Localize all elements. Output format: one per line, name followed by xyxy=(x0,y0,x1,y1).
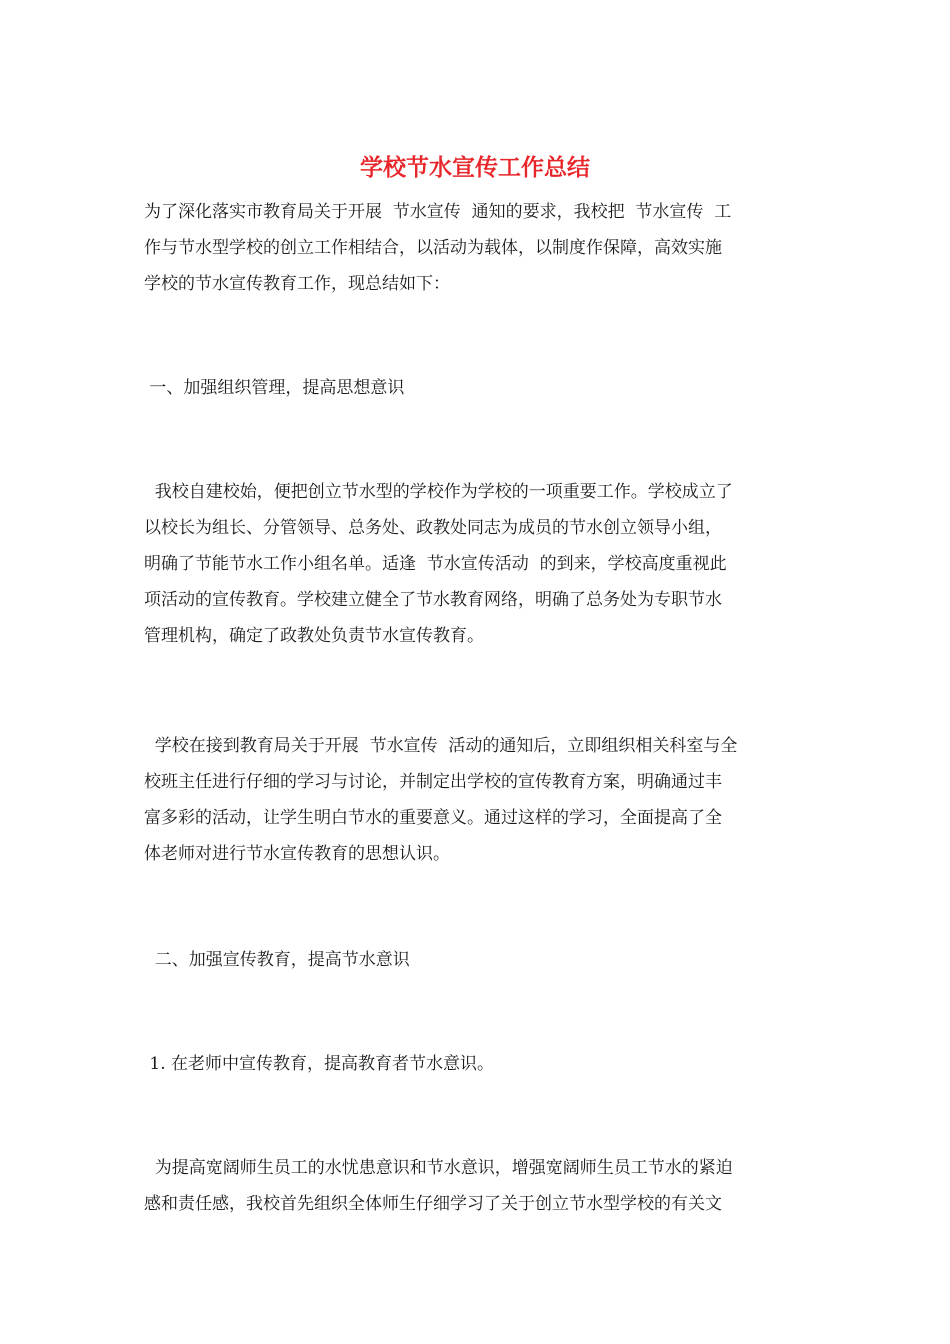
paragraph-line: 体老师对进行节水宣传教育的思想认识。 xyxy=(144,844,450,864)
paragraph-line: 明确了节能节水工作小组名单。适逢 节水宣传活动 的到来，学校高度重视此 xyxy=(144,554,727,574)
section-heading-2 xyxy=(144,942,804,978)
paragraph-line: 学校的节水宣传教育工作，现总结如下： xyxy=(144,274,450,294)
paragraph-line: 项活动的宣传教育。学校建立健全了节水教育网络，明确了总务处为专职节水 xyxy=(144,590,722,610)
paragraph-line: 作与节水型学校的创立工作相结合，以活动为载体，以制度作保障，高效实施 xyxy=(144,238,722,258)
subsection-heading: 1. 在老师中宣传教育，提高教育者节水意识。 xyxy=(144,1054,495,1074)
paragraph-line: 校班主任进行仔细的学习与讨论，并制定出学校的宣传教育方案，明确通过丰 xyxy=(144,772,722,792)
paragraph-line: 学校在接到教育局关于开展 节水宣传 活动的通知后，立即组织相关科室与全 xyxy=(144,736,738,756)
paragraph-line: 感和责任感，我校首先组织全体师生仔细学习了关于创立节水型学校的有关文 xyxy=(144,1194,722,1214)
paragraph-line: 我校自建校始，便把创立节水型的学校作为学校的一项重要工作。学校成立了 xyxy=(144,482,733,502)
section-heading: 一、加强组织管理，提高思想意识 xyxy=(144,378,405,398)
paragraph-line: 为了深化落实市教育局关于开展 节水宣传 通知的要求，我校把 节水宣传 工 xyxy=(144,202,732,222)
intro-paragraph xyxy=(144,194,804,302)
paragraph-line: 管理机构，确定了政教处负责节水宣传教育。 xyxy=(144,626,484,646)
document-title: 学校节水宣传工作总结 xyxy=(360,154,590,181)
paragraph-line: 富多彩的活动，让学生明白节水的重要意义。通过这样的学习，全面提高了全 xyxy=(144,808,722,828)
paragraph-line: 以校长为组长、分管领导、总务处、政教处同志为成员的节水创立领导小组， xyxy=(144,518,722,538)
subsection-heading-1 xyxy=(144,1046,804,1082)
section-heading-1 xyxy=(144,370,804,406)
section-heading: 二、加强宣传教育，提高节水意识 xyxy=(144,950,410,970)
paragraph-2 xyxy=(144,728,804,872)
paragraph-1 xyxy=(144,474,804,654)
paragraph-3 xyxy=(144,1150,804,1222)
paragraph-line: 为提高宽阔师生员工的水忧患意识和节水意识，增强宽阔师生员工节水的紧迫 xyxy=(144,1158,733,1178)
